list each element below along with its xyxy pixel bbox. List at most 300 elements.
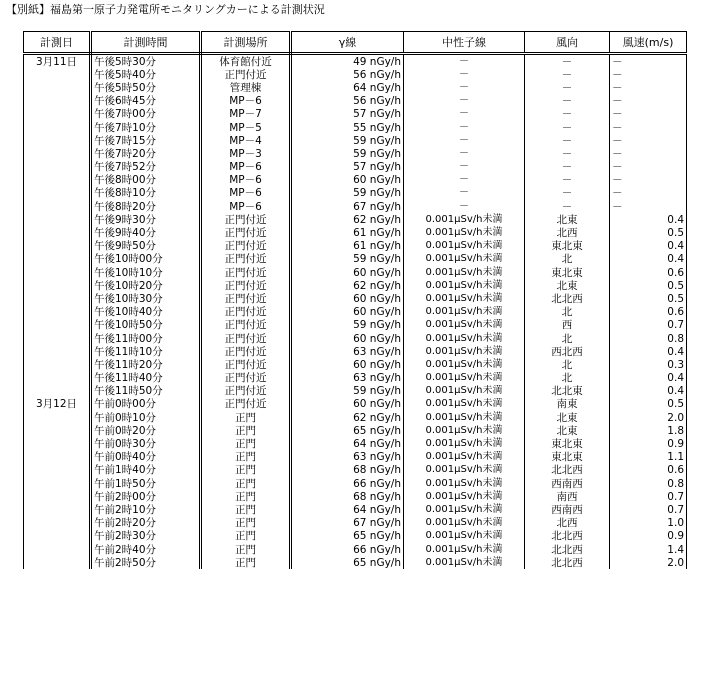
cell-date: 3月12日 bbox=[24, 398, 91, 411]
table-row bbox=[24, 345, 687, 358]
cell-neutron: 0.001μSv/h未満 bbox=[404, 292, 525, 305]
cell-direction: 西南西 bbox=[525, 477, 610, 490]
table-row bbox=[24, 556, 687, 569]
cell-speed: 0.7 bbox=[610, 503, 687, 516]
table-row bbox=[24, 147, 687, 160]
table-row bbox=[24, 95, 687, 108]
cell-speed: 0.4 bbox=[610, 372, 687, 385]
cell-time: 午後7時10分 bbox=[91, 121, 201, 134]
document-title: 【別紙】福島第一原子力発電所モニタリングカーによる計測状況 bbox=[6, 3, 325, 16]
cell-gamma: 59 nGy/h bbox=[291, 134, 404, 147]
cell-place: 正門付近 bbox=[201, 358, 291, 371]
cell-speed: 0.8 bbox=[610, 332, 687, 345]
table-row bbox=[24, 174, 687, 187]
cell-speed: － bbox=[610, 54, 687, 69]
table-row bbox=[24, 503, 687, 516]
cell-neutron: 0.001μSv/h未満 bbox=[404, 253, 525, 266]
cell-gamma: 60 nGy/h bbox=[291, 398, 404, 411]
cell-direction: 北北東 bbox=[525, 385, 610, 398]
cell-direction: － bbox=[525, 147, 610, 160]
cell-neutron: 0.001μSv/h未満 bbox=[404, 503, 525, 516]
cell-direction: － bbox=[525, 187, 610, 200]
cell-neutron: 0.001μSv/h未満 bbox=[404, 464, 525, 477]
table-row bbox=[24, 411, 687, 424]
cell-speed: 0.7 bbox=[610, 319, 687, 332]
cell-neutron: － bbox=[404, 187, 525, 200]
header-place: 計測場所 bbox=[201, 32, 291, 54]
cell-gamma: 62 nGy/h bbox=[291, 279, 404, 292]
cell-direction: 北東 bbox=[525, 213, 610, 226]
cell-date bbox=[24, 385, 91, 398]
cell-neutron: － bbox=[404, 200, 525, 213]
table-row bbox=[24, 200, 687, 213]
cell-speed: 0.9 bbox=[610, 530, 687, 543]
cell-speed: 0.4 bbox=[610, 213, 687, 226]
table-row bbox=[24, 464, 687, 477]
cell-direction: 東北東 bbox=[525, 240, 610, 253]
cell-direction: 北 bbox=[525, 358, 610, 371]
cell-gamma: 60 nGy/h bbox=[291, 332, 404, 345]
cell-place: 正門付近 bbox=[201, 253, 291, 266]
cell-neutron: 0.001μSv/h未満 bbox=[404, 556, 525, 569]
cell-neutron: － bbox=[404, 81, 525, 94]
cell-time: 午後11時00分 bbox=[91, 332, 201, 345]
cell-date bbox=[24, 213, 91, 226]
table-row bbox=[24, 437, 687, 450]
header-neutron: 中性子線 bbox=[404, 32, 525, 54]
cell-date bbox=[24, 68, 91, 81]
cell-neutron: 0.001μSv/h未満 bbox=[404, 451, 525, 464]
cell-time: 午後5時40分 bbox=[91, 68, 201, 81]
cell-direction: 北東 bbox=[525, 279, 610, 292]
cell-place: MP－5 bbox=[201, 121, 291, 134]
cell-gamma: 63 nGy/h bbox=[291, 451, 404, 464]
cell-speed: － bbox=[610, 174, 687, 187]
cell-place: 正門 bbox=[201, 437, 291, 450]
cell-speed: 0.4 bbox=[610, 253, 687, 266]
cell-speed: 0.5 bbox=[610, 398, 687, 411]
cell-date bbox=[24, 358, 91, 371]
cell-neutron: 0.001μSv/h未満 bbox=[404, 477, 525, 490]
cell-time: 午後5時50分 bbox=[91, 81, 201, 94]
cell-speed: 2.0 bbox=[610, 411, 687, 424]
cell-speed: 0.6 bbox=[610, 306, 687, 319]
cell-direction: 北北西 bbox=[525, 556, 610, 569]
cell-speed: 0.6 bbox=[610, 266, 687, 279]
table-row bbox=[24, 543, 687, 556]
cell-time: 午前2時00分 bbox=[91, 490, 201, 503]
table-row bbox=[24, 306, 687, 319]
table-row bbox=[24, 161, 687, 174]
cell-date bbox=[24, 253, 91, 266]
cell-time: 午前2時10分 bbox=[91, 503, 201, 516]
table-header-row bbox=[24, 32, 687, 54]
table-row bbox=[24, 319, 687, 332]
cell-time: 午前2時20分 bbox=[91, 517, 201, 530]
table-row bbox=[24, 451, 687, 464]
cell-speed: 0.8 bbox=[610, 477, 687, 490]
cell-place: MP－6 bbox=[201, 187, 291, 200]
cell-date bbox=[24, 174, 91, 187]
cell-time: 午後11時40分 bbox=[91, 372, 201, 385]
cell-time: 午後11時10分 bbox=[91, 345, 201, 358]
cell-gamma: 61 nGy/h bbox=[291, 226, 404, 239]
cell-direction: － bbox=[525, 68, 610, 81]
cell-gamma: 67 nGy/h bbox=[291, 200, 404, 213]
cell-place: 正門付近 bbox=[201, 332, 291, 345]
cell-neutron: － bbox=[404, 54, 525, 69]
cell-gamma: 49 nGy/h bbox=[291, 54, 404, 69]
cell-time: 午前2時50分 bbox=[91, 556, 201, 569]
table-row bbox=[24, 477, 687, 490]
table-row bbox=[24, 292, 687, 305]
header-speed: 風速(m/s) bbox=[610, 32, 687, 54]
cell-place: 正門付近 bbox=[201, 319, 291, 332]
cell-time: 午後10時00分 bbox=[91, 253, 201, 266]
cell-direction: 西南西 bbox=[525, 503, 610, 516]
cell-speed: 0.4 bbox=[610, 385, 687, 398]
cell-direction: 北東 bbox=[525, 424, 610, 437]
cell-speed: － bbox=[610, 81, 687, 94]
table-row bbox=[24, 530, 687, 543]
cell-place: 正門付近 bbox=[201, 266, 291, 279]
cell-date: 3月11日 bbox=[24, 54, 91, 69]
cell-time: 午後9時50分 bbox=[91, 240, 201, 253]
table-row bbox=[24, 332, 687, 345]
cell-direction: － bbox=[525, 95, 610, 108]
cell-date bbox=[24, 240, 91, 253]
cell-speed: － bbox=[610, 134, 687, 147]
cell-date bbox=[24, 319, 91, 332]
cell-speed: － bbox=[610, 121, 687, 134]
cell-time: 午後10時40分 bbox=[91, 306, 201, 319]
cell-gamma: 64 nGy/h bbox=[291, 503, 404, 516]
cell-speed: 1.8 bbox=[610, 424, 687, 437]
cell-direction: 東北東 bbox=[525, 437, 610, 450]
cell-date bbox=[24, 345, 91, 358]
cell-place: 正門 bbox=[201, 464, 291, 477]
cell-neutron: 0.001μSv/h未満 bbox=[404, 306, 525, 319]
cell-date bbox=[24, 134, 91, 147]
cell-place: 正門付近 bbox=[201, 279, 291, 292]
cell-direction: 北北西 bbox=[525, 464, 610, 477]
cell-direction: 北 bbox=[525, 332, 610, 345]
table-row bbox=[24, 279, 687, 292]
cell-gamma: 60 nGy/h bbox=[291, 358, 404, 371]
cell-place: MP－6 bbox=[201, 161, 291, 174]
cell-speed: 0.3 bbox=[610, 358, 687, 371]
cell-time: 午後9時30分 bbox=[91, 213, 201, 226]
cell-time: 午前1時50分 bbox=[91, 477, 201, 490]
cell-direction: － bbox=[525, 174, 610, 187]
cell-date bbox=[24, 556, 91, 569]
cell-direction: － bbox=[525, 108, 610, 121]
cell-neutron: 0.001μSv/h未満 bbox=[404, 517, 525, 530]
table-row bbox=[24, 517, 687, 530]
cell-gamma: 59 nGy/h bbox=[291, 187, 404, 200]
cell-speed: 0.5 bbox=[610, 226, 687, 239]
cell-time: 午前0時10分 bbox=[91, 411, 201, 424]
cell-place: 正門 bbox=[201, 424, 291, 437]
table-row bbox=[24, 68, 687, 81]
cell-place: MP－4 bbox=[201, 134, 291, 147]
cell-date bbox=[24, 81, 91, 94]
cell-place: 正門 bbox=[201, 543, 291, 556]
cell-date bbox=[24, 451, 91, 464]
cell-place: 正門付近 bbox=[201, 292, 291, 305]
cell-speed: － bbox=[610, 161, 687, 174]
cell-time: 午前0時20分 bbox=[91, 424, 201, 437]
cell-gamma: 64 nGy/h bbox=[291, 81, 404, 94]
table-row bbox=[24, 490, 687, 503]
cell-neutron: － bbox=[404, 121, 525, 134]
cell-speed: － bbox=[610, 95, 687, 108]
cell-gamma: 56 nGy/h bbox=[291, 68, 404, 81]
cell-neutron: 0.001μSv/h未満 bbox=[404, 319, 525, 332]
cell-date bbox=[24, 161, 91, 174]
cell-time: 午前2時30分 bbox=[91, 530, 201, 543]
cell-neutron: － bbox=[404, 95, 525, 108]
cell-date bbox=[24, 279, 91, 292]
cell-date bbox=[24, 517, 91, 530]
cell-gamma: 65 nGy/h bbox=[291, 556, 404, 569]
cell-speed: － bbox=[610, 147, 687, 160]
cell-neutron: 0.001μSv/h未満 bbox=[404, 437, 525, 450]
cell-direction: 北北西 bbox=[525, 292, 610, 305]
cell-time: 午後10時20分 bbox=[91, 279, 201, 292]
cell-date bbox=[24, 490, 91, 503]
cell-place: 管理棟 bbox=[201, 81, 291, 94]
cell-neutron: 0.001μSv/h未満 bbox=[404, 530, 525, 543]
cell-neutron: 0.001μSv/h未満 bbox=[404, 411, 525, 424]
cell-place: MP－6 bbox=[201, 174, 291, 187]
cell-gamma: 59 nGy/h bbox=[291, 319, 404, 332]
cell-date bbox=[24, 411, 91, 424]
cell-time: 午後6時45分 bbox=[91, 95, 201, 108]
cell-place: 体育館付近 bbox=[201, 54, 291, 69]
cell-direction: 北東 bbox=[525, 411, 610, 424]
cell-place: MP－6 bbox=[201, 95, 291, 108]
cell-time: 午後8時10分 bbox=[91, 187, 201, 200]
cell-direction: 北西 bbox=[525, 226, 610, 239]
cell-neutron: － bbox=[404, 174, 525, 187]
cell-date bbox=[24, 372, 91, 385]
cell-time: 午後10時30分 bbox=[91, 292, 201, 305]
cell-speed: 0.5 bbox=[610, 292, 687, 305]
cell-direction: － bbox=[525, 121, 610, 134]
cell-neutron: 0.001μSv/h未満 bbox=[404, 266, 525, 279]
cell-date bbox=[24, 292, 91, 305]
cell-gamma: 55 nGy/h bbox=[291, 121, 404, 134]
cell-gamma: 61 nGy/h bbox=[291, 240, 404, 253]
cell-time: 午後5時30分 bbox=[91, 54, 201, 69]
cell-gamma: 66 nGy/h bbox=[291, 477, 404, 490]
cell-place: 正門 bbox=[201, 517, 291, 530]
table-row bbox=[24, 81, 687, 94]
table-row bbox=[24, 372, 687, 385]
cell-gamma: 60 nGy/h bbox=[291, 174, 404, 187]
cell-place: 正門付近 bbox=[201, 240, 291, 253]
cell-date bbox=[24, 424, 91, 437]
header-gamma: γ線 bbox=[291, 32, 404, 54]
cell-gamma: 64 nGy/h bbox=[291, 437, 404, 450]
cell-neutron: 0.001μSv/h未満 bbox=[404, 279, 525, 292]
cell-date bbox=[24, 95, 91, 108]
cell-place: 正門 bbox=[201, 451, 291, 464]
cell-gamma: 62 nGy/h bbox=[291, 213, 404, 226]
cell-date bbox=[24, 108, 91, 121]
cell-gamma: 59 nGy/h bbox=[291, 147, 404, 160]
cell-time: 午前1時40分 bbox=[91, 464, 201, 477]
cell-direction: － bbox=[525, 81, 610, 94]
cell-place: 正門 bbox=[201, 556, 291, 569]
cell-speed: 0.6 bbox=[610, 464, 687, 477]
cell-gamma: 60 nGy/h bbox=[291, 306, 404, 319]
cell-neutron: － bbox=[404, 108, 525, 121]
cell-direction: 北北西 bbox=[525, 530, 610, 543]
cell-speed: 0.4 bbox=[610, 240, 687, 253]
cell-gamma: 62 nGy/h bbox=[291, 411, 404, 424]
cell-gamma: 60 nGy/h bbox=[291, 292, 404, 305]
cell-place: MP－6 bbox=[201, 200, 291, 213]
cell-date bbox=[24, 187, 91, 200]
cell-time: 午後8時00分 bbox=[91, 174, 201, 187]
cell-date bbox=[24, 226, 91, 239]
cell-time: 午後11時50分 bbox=[91, 385, 201, 398]
table-row bbox=[24, 266, 687, 279]
cell-direction: 北 bbox=[525, 306, 610, 319]
cell-direction: 北 bbox=[525, 372, 610, 385]
cell-neutron: 0.001μSv/h未満 bbox=[404, 345, 525, 358]
cell-speed: － bbox=[610, 68, 687, 81]
cell-neutron: 0.001μSv/h未満 bbox=[404, 398, 525, 411]
cell-time: 午後7時52分 bbox=[91, 161, 201, 174]
cell-direction: 南西 bbox=[525, 490, 610, 503]
cell-place: 正門付近 bbox=[201, 226, 291, 239]
cell-speed: － bbox=[610, 200, 687, 213]
cell-neutron: 0.001μSv/h未満 bbox=[404, 543, 525, 556]
cell-gamma: 59 nGy/h bbox=[291, 385, 404, 398]
cell-speed: 1.4 bbox=[610, 543, 687, 556]
table-row bbox=[24, 134, 687, 147]
cell-date bbox=[24, 147, 91, 160]
cell-place: MP－7 bbox=[201, 108, 291, 121]
cell-place: 正門付近 bbox=[201, 345, 291, 358]
cell-time: 午後7時00分 bbox=[91, 108, 201, 121]
cell-neutron: 0.001μSv/h未満 bbox=[404, 372, 525, 385]
cell-place: 正門 bbox=[201, 411, 291, 424]
cell-place: 正門付近 bbox=[201, 385, 291, 398]
cell-gamma: 60 nGy/h bbox=[291, 266, 404, 279]
cell-neutron: － bbox=[404, 68, 525, 81]
table-row bbox=[24, 213, 687, 226]
cell-date bbox=[24, 266, 91, 279]
cell-speed: － bbox=[610, 187, 687, 200]
cell-place: 正門付近 bbox=[201, 306, 291, 319]
cell-date bbox=[24, 437, 91, 450]
cell-date bbox=[24, 200, 91, 213]
cell-neutron: 0.001μSv/h未満 bbox=[404, 213, 525, 226]
cell-time: 午後11時20分 bbox=[91, 358, 201, 371]
cell-neutron: － bbox=[404, 134, 525, 147]
cell-neutron: 0.001μSv/h未満 bbox=[404, 490, 525, 503]
cell-speed: 0.4 bbox=[610, 345, 687, 358]
cell-direction: － bbox=[525, 134, 610, 147]
cell-date bbox=[24, 306, 91, 319]
table-body bbox=[24, 54, 687, 570]
cell-direction: 南東 bbox=[525, 398, 610, 411]
cell-speed: － bbox=[610, 108, 687, 121]
cell-neutron: 0.001μSv/h未満 bbox=[404, 385, 525, 398]
cell-gamma: 57 nGy/h bbox=[291, 108, 404, 121]
cell-place: 正門付近 bbox=[201, 68, 291, 81]
table-row bbox=[24, 121, 687, 134]
table-row bbox=[24, 358, 687, 371]
table-row bbox=[24, 398, 687, 411]
cell-place: 正門 bbox=[201, 490, 291, 503]
cell-date bbox=[24, 503, 91, 516]
cell-neutron: 0.001μSv/h未満 bbox=[404, 358, 525, 371]
cell-date bbox=[24, 530, 91, 543]
cell-direction: － bbox=[525, 54, 610, 69]
cell-gamma: 63 nGy/h bbox=[291, 372, 404, 385]
cell-neutron: 0.001μSv/h未満 bbox=[404, 240, 525, 253]
table-row bbox=[24, 226, 687, 239]
cell-place: 正門 bbox=[201, 503, 291, 516]
cell-neutron: － bbox=[404, 161, 525, 174]
cell-gamma: 68 nGy/h bbox=[291, 490, 404, 503]
cell-time: 午後8時20分 bbox=[91, 200, 201, 213]
cell-neutron: 0.001μSv/h未満 bbox=[404, 226, 525, 239]
cell-time: 午前2時40分 bbox=[91, 543, 201, 556]
table-row bbox=[24, 385, 687, 398]
cell-place: 正門付近 bbox=[201, 372, 291, 385]
cell-neutron: 0.001μSv/h未満 bbox=[404, 424, 525, 437]
cell-direction: 北西 bbox=[525, 517, 610, 530]
cell-direction: 西北西 bbox=[525, 345, 610, 358]
cell-time: 午後9時40分 bbox=[91, 226, 201, 239]
table-row bbox=[24, 187, 687, 200]
header-time: 計測時間 bbox=[91, 32, 201, 54]
table-row bbox=[24, 424, 687, 437]
table-row bbox=[24, 240, 687, 253]
header-date: 計測日 bbox=[24, 32, 91, 54]
cell-speed: 1.0 bbox=[610, 517, 687, 530]
cell-gamma: 63 nGy/h bbox=[291, 345, 404, 358]
cell-time: 午前0時30分 bbox=[91, 437, 201, 450]
cell-gamma: 57 nGy/h bbox=[291, 161, 404, 174]
cell-place: 正門付近 bbox=[201, 398, 291, 411]
cell-direction: 西 bbox=[525, 319, 610, 332]
cell-gamma: 65 nGy/h bbox=[291, 424, 404, 437]
cell-date bbox=[24, 464, 91, 477]
cell-time: 午後10時10分 bbox=[91, 266, 201, 279]
cell-gamma: 59 nGy/h bbox=[291, 253, 404, 266]
table-row bbox=[24, 54, 687, 69]
cell-gamma: 66 nGy/h bbox=[291, 543, 404, 556]
cell-place: 正門 bbox=[201, 477, 291, 490]
cell-time: 午後7時20分 bbox=[91, 147, 201, 160]
cell-time: 午前0時40分 bbox=[91, 451, 201, 464]
cell-time: 午後10時50分 bbox=[91, 319, 201, 332]
cell-speed: 2.0 bbox=[610, 556, 687, 569]
cell-gamma: 68 nGy/h bbox=[291, 464, 404, 477]
monitoring-table bbox=[23, 31, 687, 569]
cell-place: 正門付近 bbox=[201, 213, 291, 226]
cell-direction: － bbox=[525, 200, 610, 213]
table-row bbox=[24, 108, 687, 121]
cell-place: 正門 bbox=[201, 530, 291, 543]
